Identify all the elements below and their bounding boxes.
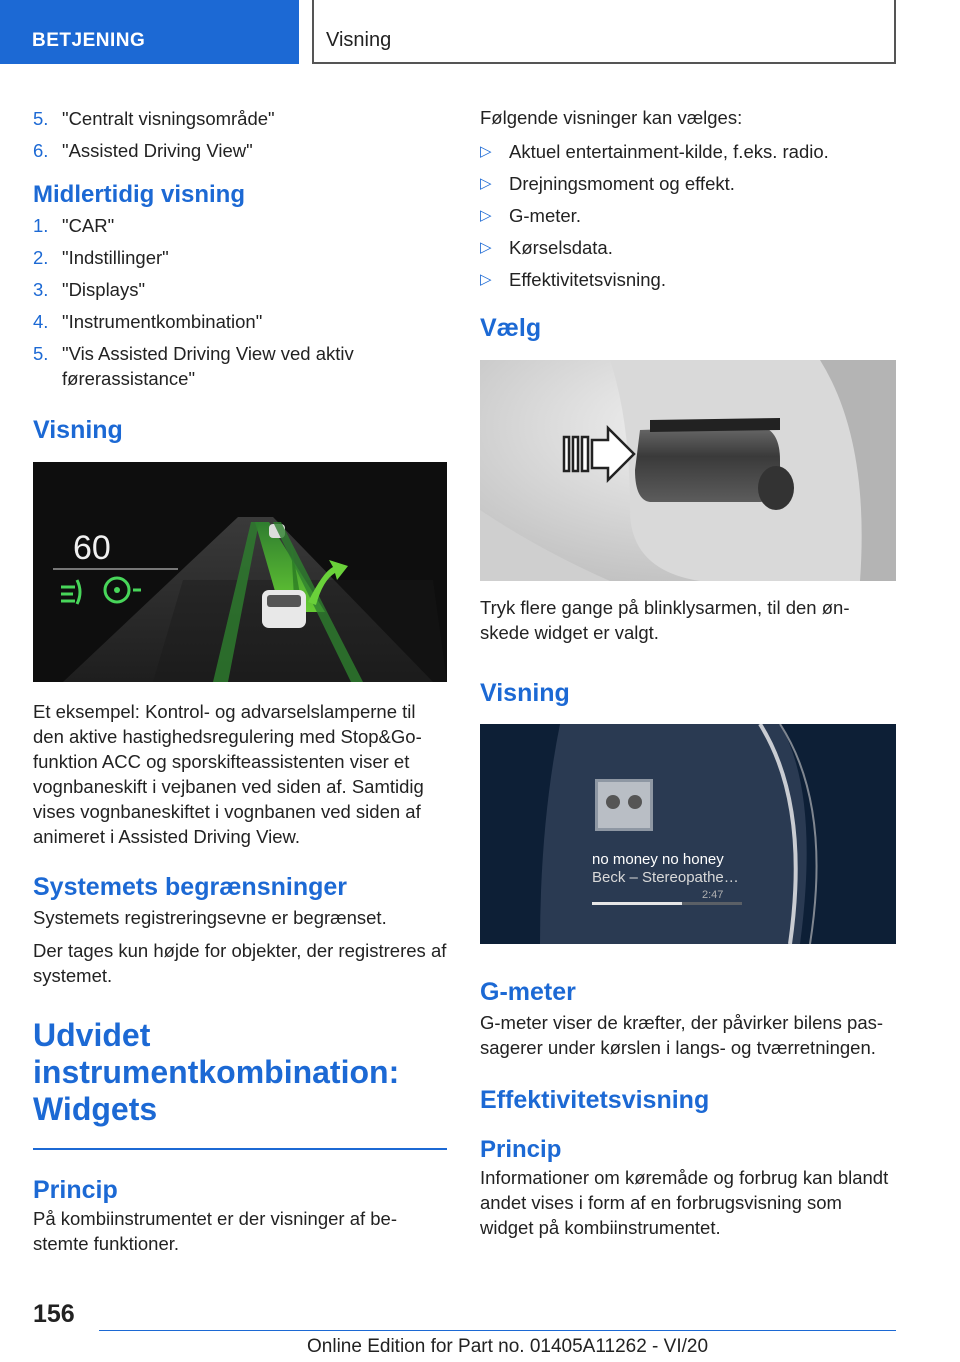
assisted-driving-view-image xyxy=(33,462,447,682)
steps-list-2 xyxy=(33,213,447,391)
cluster-speed: 60 xyxy=(73,529,111,567)
page-number: 156 xyxy=(33,1300,75,1328)
heading-display-right: Visning xyxy=(480,679,570,707)
list-item: ▷ Effektivitetsvisning. xyxy=(480,269,666,290)
list-item: 6. "Assisted Driving View" xyxy=(33,140,253,161)
list-item: 5. "Centralt visningsområde" xyxy=(33,108,275,129)
efficiency-principle-paragraph: Informationer om køremåde og forbrug kan blandt andet vises i form af en forbrugsvisning som widget på kombiinstrumentet. xyxy=(480,1167,889,1238)
widget-track-time: 2:47 xyxy=(702,889,724,901)
heading-gmeter: G-meter xyxy=(480,978,576,1006)
footer-rule xyxy=(99,1330,896,1331)
principle-paragraph: På kombiinstrumentet er der visninger af be-stemte funktioner. xyxy=(33,1208,398,1254)
heading-select: Vælg xyxy=(480,314,542,342)
turn-signal-lever-image xyxy=(480,360,896,581)
image-caption: Et eksempel: Kontrol- og advarselslamperne til den aktive hastighedsregulering med Stop&Go-funktion ACC og sporskifteassistenten viser et vognbaneskift i vejbanen ved siden af. Samtidig vises vognbaneskiftet i vognbanen ved siden af animeret i Assisted Driving View. xyxy=(33,701,424,847)
widget-progress-fill xyxy=(592,902,682,905)
list-item: ▷ G-meter. xyxy=(480,205,581,226)
widget-options-list xyxy=(480,139,896,292)
triangle-bullet-icon: ▷ xyxy=(480,239,492,256)
header-title: Visning xyxy=(312,0,896,64)
right-column xyxy=(480,100,896,1240)
list-item: 4. "Instrumentkombination" xyxy=(33,311,263,332)
heading-efficiency: Effektivitetsvisning xyxy=(480,1086,710,1114)
list-item: ▷ Aktuel entertainment-kilde, f.eks. radio. xyxy=(480,141,829,162)
select-paragraph: Tryk flere gange på blinklysarmen, til den øn-skede widget er valgt. xyxy=(480,597,850,643)
list-item: 1. "CAR" xyxy=(33,215,115,236)
heading-principle: Princip xyxy=(33,1176,118,1204)
triangle-bullet-icon: ▷ xyxy=(480,207,492,224)
intro-text: Følgende visninger kan vælges: xyxy=(480,107,743,128)
widget-display-image xyxy=(480,724,896,944)
list-item: 5. "Vis Assisted Driving View ved aktiv førerassistance" xyxy=(33,343,354,389)
list-item: 3. "Displays" xyxy=(33,279,146,300)
section-rule xyxy=(33,1148,447,1150)
list-item: 2. "Indstillinger" xyxy=(33,247,169,268)
heading-widgets: Udvidet instrumentkombination: Widgets xyxy=(33,1017,400,1127)
triangle-bullet-icon: ▷ xyxy=(480,143,492,160)
gmeter-paragraph: G-meter viser de kræfter, der påvirker bilens pas-sagerer under kørslen i langs- og tværretningen. xyxy=(480,1012,884,1058)
heading-display: Visning xyxy=(33,416,123,444)
footer-edition: Online Edition for Part no. 01405A11262 - VI/20 xyxy=(307,1336,709,1357)
left-column xyxy=(33,100,447,1256)
heading-temporary-display: Midlertidig visning xyxy=(33,181,246,208)
list-item: ▷ Drejningsmoment og effekt. xyxy=(480,173,735,194)
triangle-bullet-icon: ▷ xyxy=(480,175,492,192)
limits-paragraph-1: Systemets registreringsevne er begrænset. xyxy=(33,907,387,928)
widget-artist: Beck – Stereopathe… xyxy=(592,869,739,886)
header-section-tab: BETJENING xyxy=(0,0,299,64)
triangle-bullet-icon: ▷ xyxy=(480,271,492,288)
heading-system-limits: Systemets begrænsninger xyxy=(33,873,347,901)
list-item: ▷ Kørselsdata. xyxy=(480,237,613,258)
heading-principle-right: Princip xyxy=(480,1136,562,1163)
limits-paragraph-2: Der tages kun højde for objekter, der registreres af systemet. xyxy=(33,940,447,986)
steps-list-1 xyxy=(33,106,447,163)
widget-song-title: no money no honey xyxy=(592,851,724,868)
